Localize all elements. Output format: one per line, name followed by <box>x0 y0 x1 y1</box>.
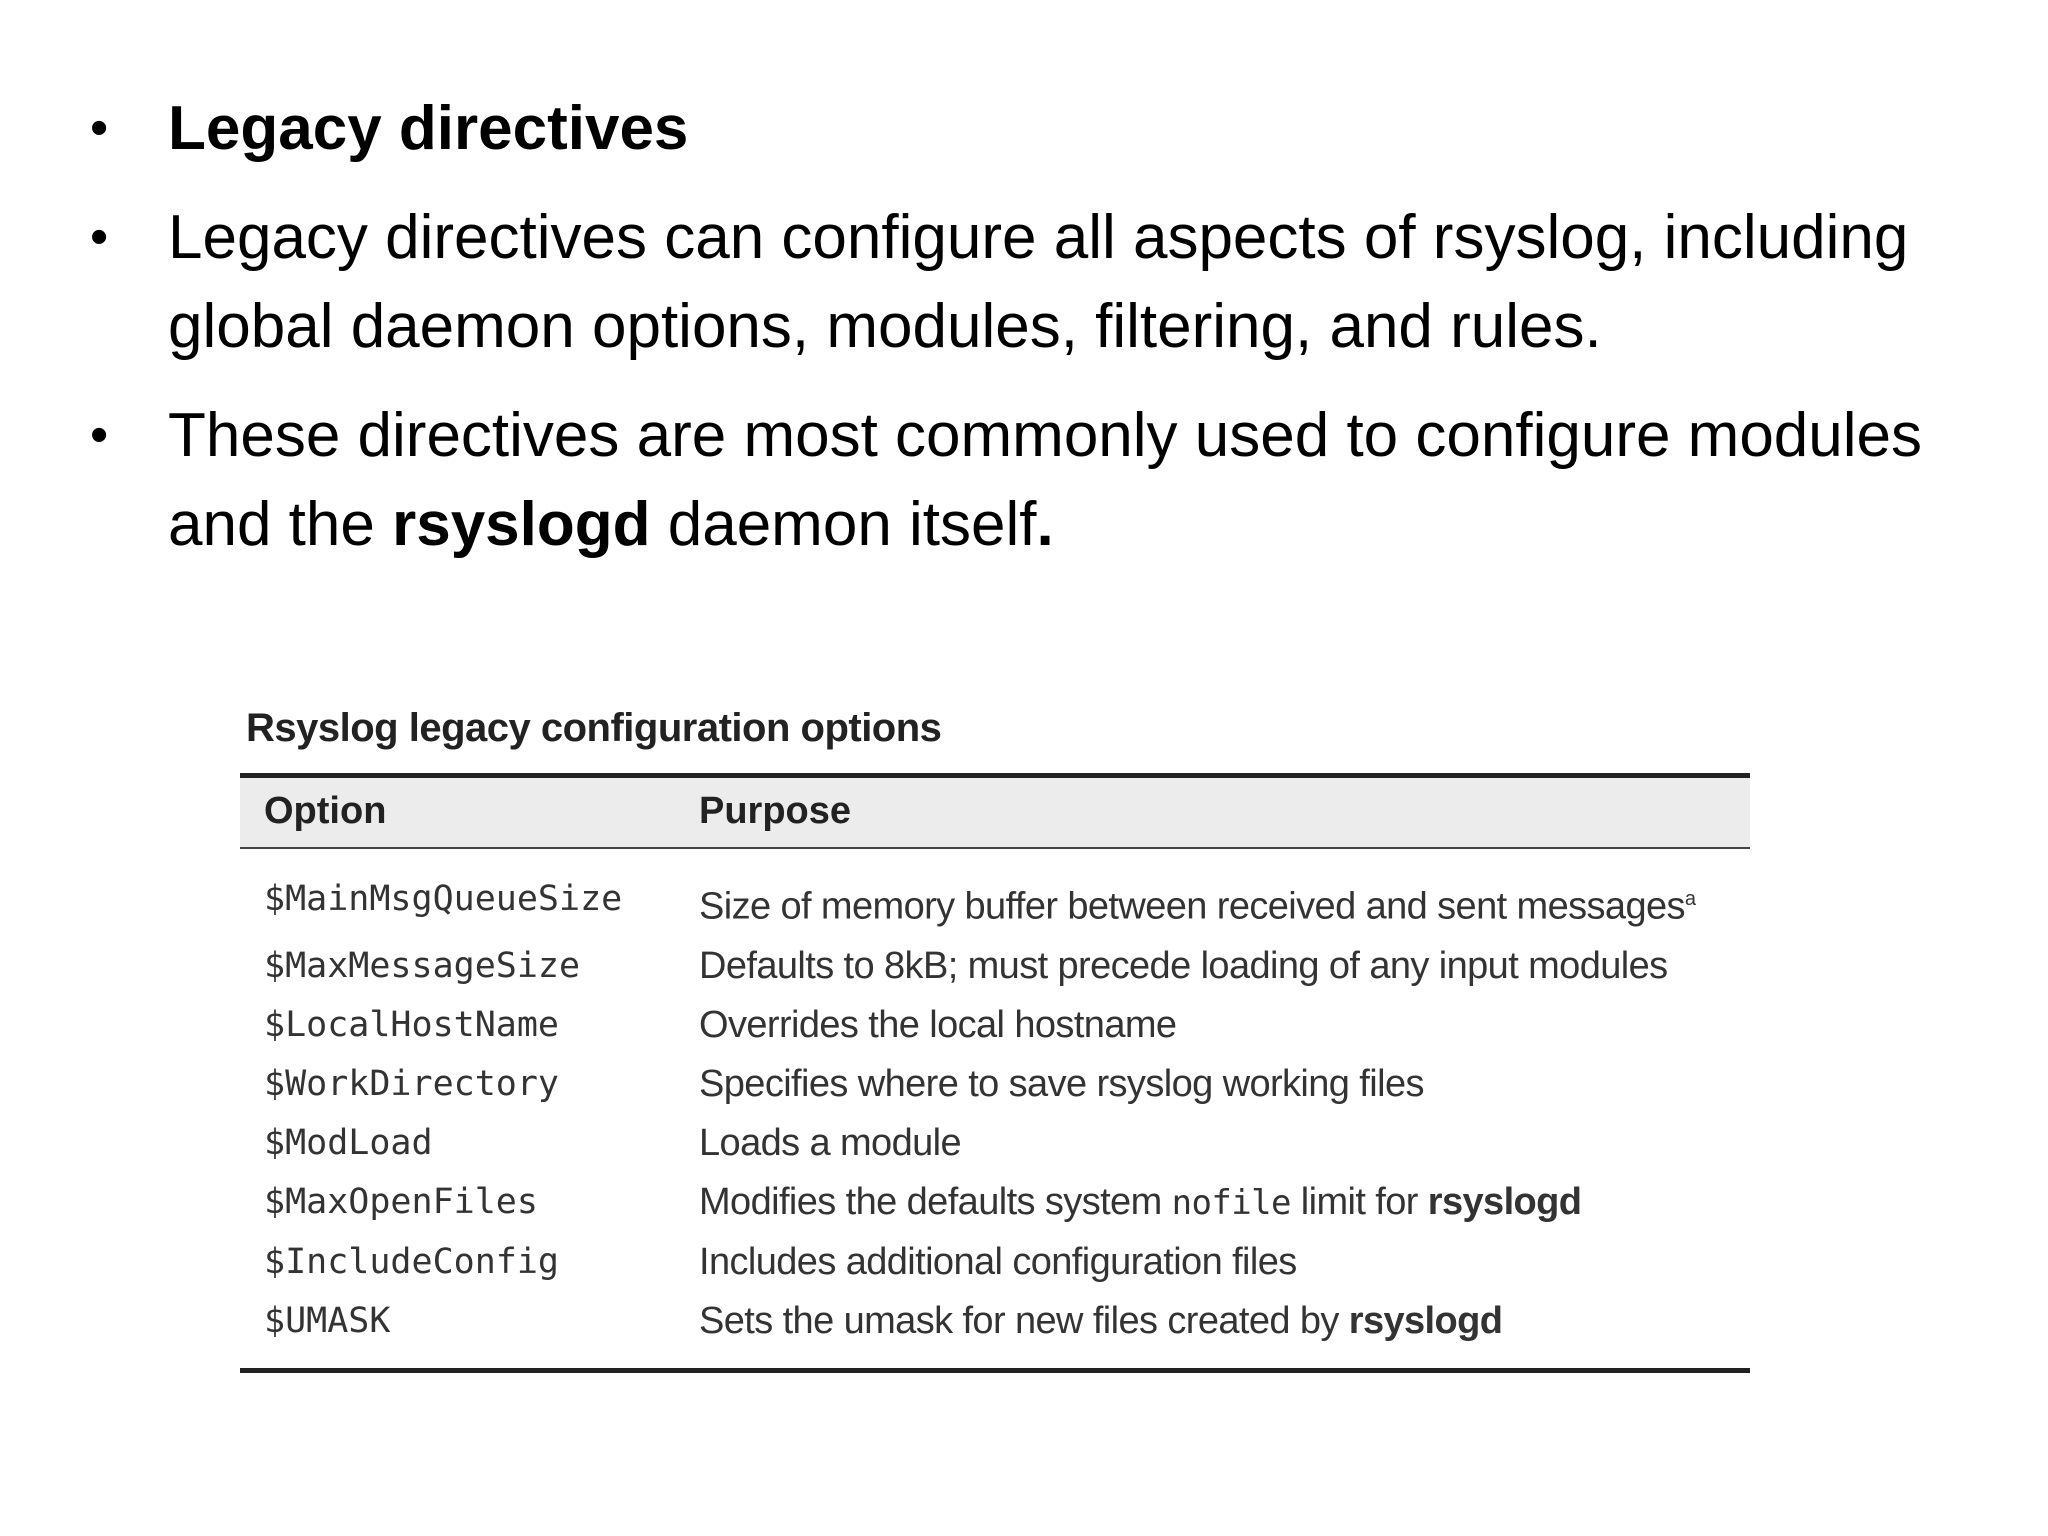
table-row <box>240 937 1750 996</box>
bullet-icon: • <box>90 406 109 464</box>
purpose-cell <box>675 1292 1750 1371</box>
options-table-figure <box>240 706 1750 1373</box>
purpose-text: Modifies the defaults system <box>699 1180 1172 1223</box>
bullet-item-heading <box>80 84 1980 173</box>
column-header-purpose: Purpose <box>699 790 852 832</box>
footnote-marker: a <box>1684 888 1696 910</box>
option-cell: $MaxOpenFiles <box>264 1181 538 1222</box>
bullet-heading-text: Legacy directives <box>168 94 689 163</box>
option-cell: $ModLoad <box>264 1122 433 1163</box>
options-table <box>240 773 1750 1373</box>
bullet-list <box>80 84 1980 589</box>
table-header-row <box>240 776 1750 849</box>
bullet-item-description <box>80 193 1980 371</box>
purpose-code: nofile <box>1171 1182 1291 1223</box>
option-cell: $LocalHostName <box>264 1004 560 1045</box>
option-cell: $IncludeConfig <box>264 1241 560 1282</box>
purpose-text: limit for <box>1290 1180 1428 1223</box>
option-cell: $UMASK <box>264 1300 391 1341</box>
purpose-daemon-name: rsyslogd <box>1348 1299 1503 1342</box>
bullet-item-usage <box>80 391 1980 569</box>
table-title: Rsyslog legacy configuration options <box>246 706 942 750</box>
purpose-cell: Defaults to 8kB; must precede loading of any input modules <box>699 944 1668 987</box>
purpose-cell: Loads a module <box>699 1121 962 1164</box>
option-cell: $MaxMessageSize <box>264 945 581 986</box>
table-row <box>240 1292 1750 1371</box>
bullet-usage-text-start: These directives are most commonly used to configure modules and the <box>168 401 1923 559</box>
purpose-cell: Specifies where to save rsyslog working files <box>699 1062 1424 1105</box>
bullet-icon: • <box>90 208 109 266</box>
purpose-daemon-name: rsyslogd <box>1427 1180 1582 1223</box>
bullet-icon: • <box>90 99 109 157</box>
bullet-usage-daemon-name: rsyslogd <box>392 490 651 559</box>
table-row <box>240 1055 1750 1114</box>
option-cell: $MainMsgQueueSize <box>264 879 623 919</box>
table-row <box>240 996 1750 1055</box>
purpose-cell: Includes additional configuration files <box>699 1240 1297 1283</box>
table-row <box>240 848 1750 937</box>
bullet-usage-text-end: daemon itself <box>650 490 1037 559</box>
table-row <box>240 1114 1750 1173</box>
purpose-cell <box>675 1173 1750 1233</box>
purpose-cell: Overrides the local hostname <box>699 1003 1177 1046</box>
table-row <box>240 1173 1750 1233</box>
option-cell: $WorkDirectory <box>264 1063 560 1104</box>
purpose-text: Size of memory buffer between received and sent messages <box>699 885 1685 928</box>
table-row <box>240 1233 1750 1292</box>
purpose-cell <box>675 848 1750 937</box>
purpose-text: Sets the umask for new files created by <box>699 1299 1349 1342</box>
bullet-usage-period: . <box>1036 490 1054 559</box>
column-header-option: Option <box>264 790 387 832</box>
bullet-description-text: Legacy directives can configure all aspects of rsyslog, including global daemon options, modules, filtering, and rules. <box>168 203 1909 361</box>
